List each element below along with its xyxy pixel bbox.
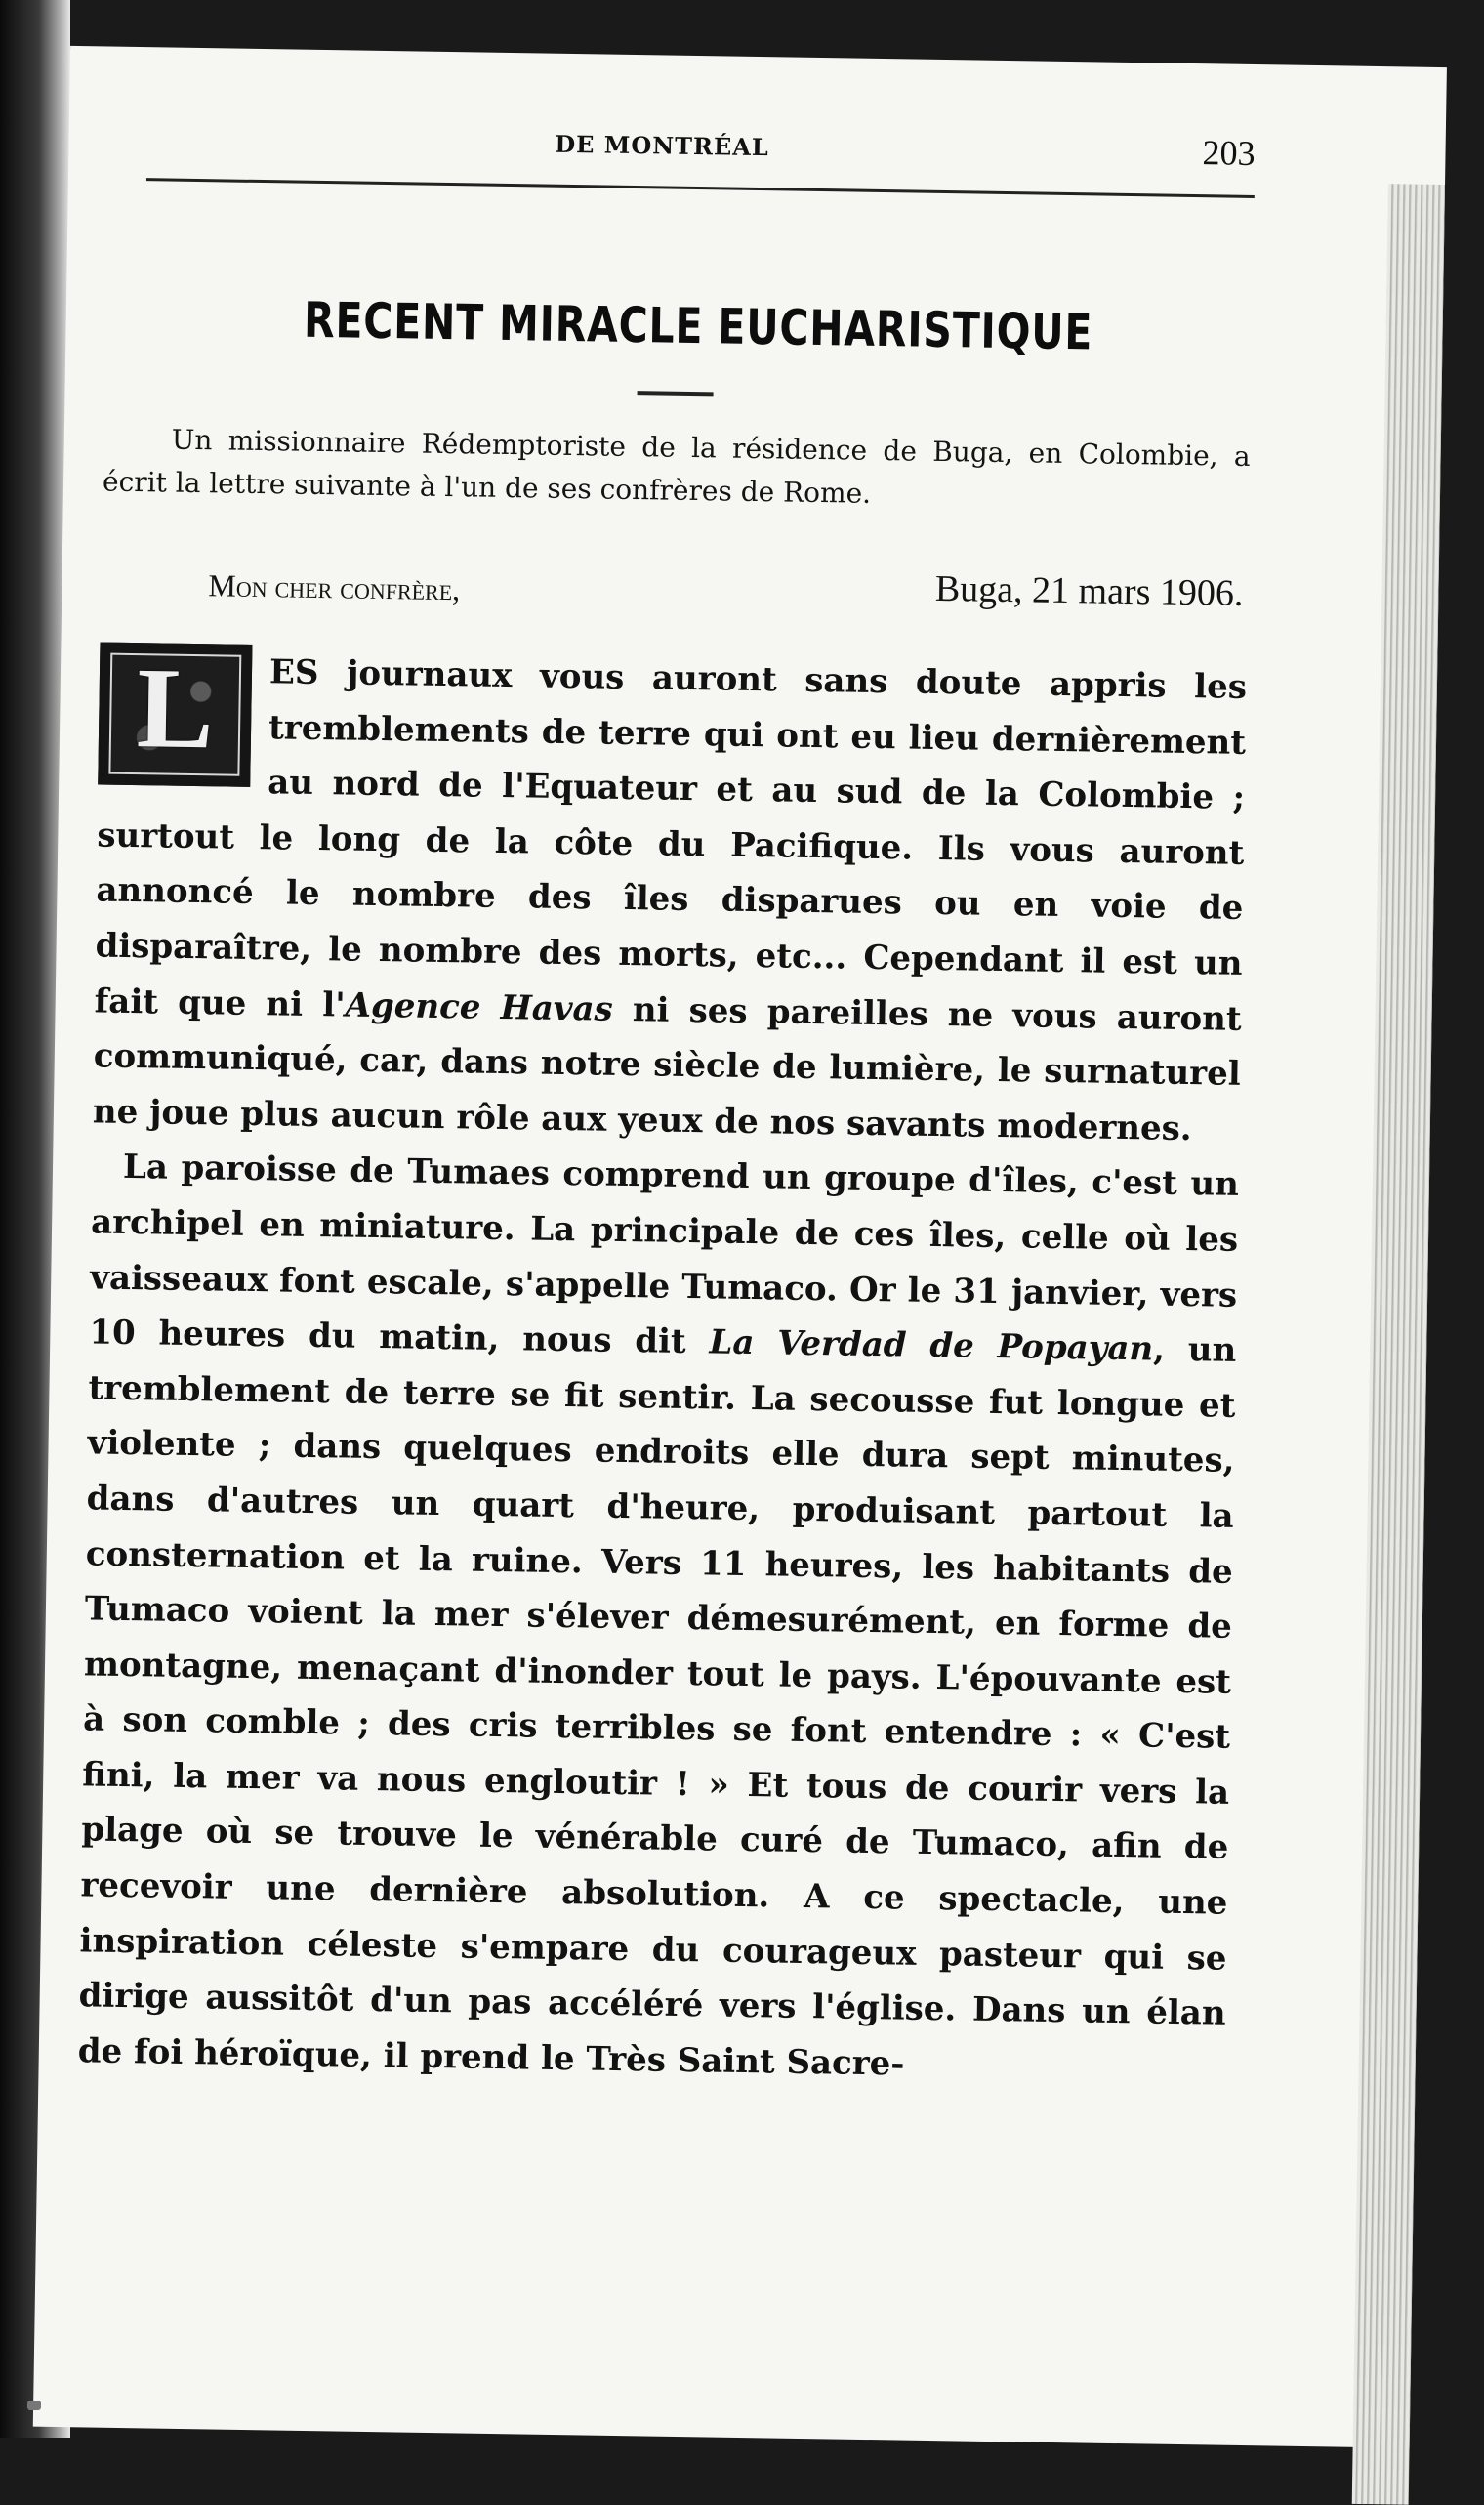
- scan-speck: [27, 2401, 41, 2410]
- title-rule: [638, 391, 714, 396]
- article-title: RECENT MIRACLE EUCHARISTIQUE: [303, 291, 1093, 361]
- page-header: [146, 115, 1256, 201]
- paragraph-1-text-b: ni ses pareilles ne vous auront communiqué, car, dans notre siècle de lumière, le surnaturel ne joue plus aucun rôle aux yeux de nos savants modernes.: [92, 989, 1242, 1148]
- paragraph-2-italic: La Verdad de Popayan: [709, 1322, 1154, 1369]
- page-number: 203: [1202, 133, 1256, 173]
- header-rule: [146, 178, 1255, 198]
- paragraph-2-text-b: , un tremblement de terre se fit sentir. La secousse fut longue et violente ; dans quelques endroits elle dura sept minutes, dans d'autres un quart d'heure, produisant partout la consternation et la ruine. Vers 11 heures, les habitants de Tumaco voient la mer s'élever démesurément, en forme de montagne, menaçant d'inonder tout le pays. L'épouvante est à son comble ; des cris terribles se font entendre : « C'est fini, la mer va nous engloutir ! » Et tous de courir vers la plage où se trouve le vénérable curé de Tumaco, afin de recevoir une dernière absolution. A ce spectacle, une inspiration céleste s'empare du courageux pasteur qui se dirige aussitôt d'un pas accéléré vers l'église. Dans un élan de foi héroïque, il prend le Très Saint Sacre-: [77, 1329, 1237, 2084]
- paragraph-2-text-a: La paroisse de Tumaes comprend un groupe d'îles, c'est un archipel en miniature. La principale de ces îles, celle où les vaisseaux font escale, s'appelle Tumaco. Or le 31 janvier, vers 10 heures du matin, nous dit: [89, 1148, 1240, 1362]
- paragraph-1-text-a: ES journaux vous auront sans doute appris les tremblements de terre qui ont eu lieu dernièrement au nord de l'Equateur et au sud de la Colombie ; surtout le long de la côte du Pacifique. Ils vous auront annoncé le nombre des îles disparues ou en voie de disparaître, le nombre des morts, etc... Cependant il est un fait que ni l': [94, 652, 1248, 1025]
- paragraph-1: [93, 642, 1248, 1157]
- paragraph-1-italic: Agence Havas: [345, 985, 614, 1029]
- letter-body: [77, 642, 1247, 2097]
- salutation: Mon cher confrère,: [208, 567, 461, 607]
- paragraph-2: [77, 1140, 1239, 2097]
- drop-cap-letter: L: [136, 644, 215, 773]
- dateline: Buga, 21 mars 1906.: [934, 567, 1244, 614]
- intro-paragraph: Un missionnaire Rédemptoriste de la résidence de Buga, en Colombie, a écrit la lettre suivante à l'un de ses confrères de Rome.: [102, 423, 1251, 510]
- running-title: DE MONTRÉAL: [555, 129, 770, 162]
- drop-cap-ornament: [98, 642, 252, 786]
- page-edge-stack: [1352, 184, 1445, 2505]
- salutation-row: [159, 555, 1244, 630]
- book-page: [33, 46, 1447, 2448]
